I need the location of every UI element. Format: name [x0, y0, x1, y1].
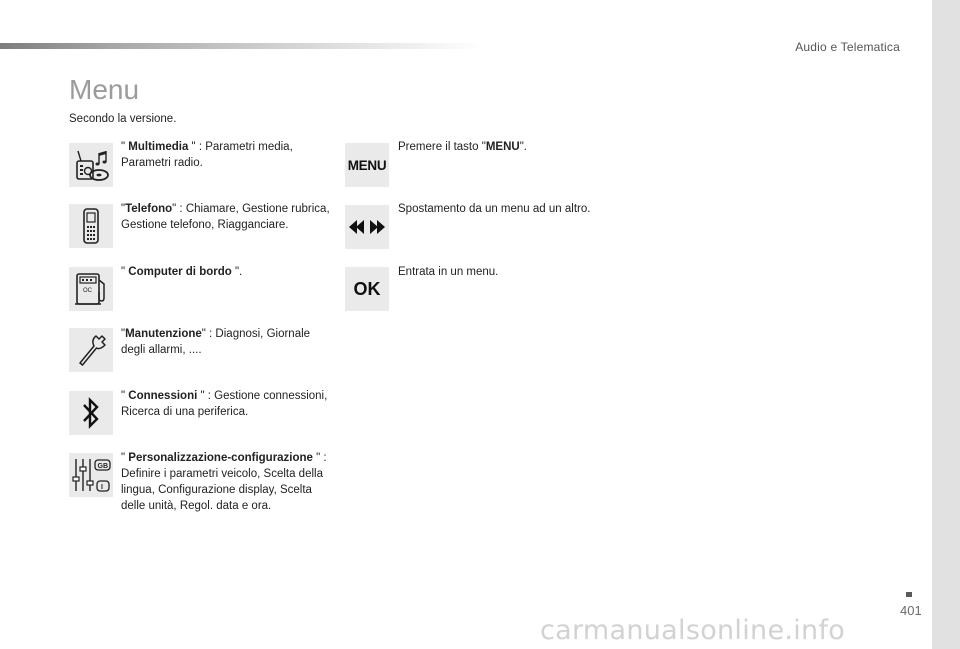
menu-item-manutenzione: "Manutenzione" : Diagnosi, Giornale degli allarmi, .... — [121, 328, 311, 356]
page-number: 401 — [900, 603, 922, 618]
ok-key-icon — [345, 267, 389, 311]
settings-sliders-icon — [69, 453, 113, 497]
ok-key-label: OK — [353, 278, 381, 299]
menu-item-multimedia: " Multimedia " : Parametri media, Parametri radio. — [121, 141, 293, 169]
arrows-key-icon — [345, 205, 389, 249]
menu-item-personalizzazione: " Personalizzazione-configurazione " : Definire i parametri veicolo, Scelta della lingua, Configurazione display, Scelta delle unità, Regol. data e ora. — [121, 452, 327, 512]
menu-item-name: Manutenzione — [125, 328, 202, 340]
intro-text: Secondo la versione. — [69, 113, 177, 125]
language-i-label: I — [101, 484, 103, 491]
menu-item-name: Connessioni — [128, 390, 198, 402]
page-title: Menu — [69, 74, 140, 105]
trip-computer-icon — [69, 267, 113, 311]
menu-item-name: Personalizzazione-configurazione — [128, 452, 313, 464]
key-text-ok: Entrata in un menu. — [398, 266, 499, 278]
section-title: Audio e Telematica — [795, 40, 900, 54]
watermark: carmanualsonline.info — [540, 615, 846, 646]
menu-item-name: Computer di bordo — [128, 266, 232, 278]
menu-item-telefono: "Telefono" : Chiamare, Gestione rubrica, Gestione telefono, Riagganciare. — [121, 203, 330, 231]
bluetooth-icon — [69, 391, 113, 435]
language-gb-label: GB — [97, 463, 108, 470]
menu-key-icon — [345, 143, 389, 187]
phone-icon — [69, 204, 113, 248]
menu-item-name: Telefono — [125, 203, 173, 215]
side-strip — [932, 0, 960, 649]
multimedia-icon — [69, 143, 113, 187]
menu-item-connessioni: " Connessioni " : Gestione connessioni, Ricerca di una periferica. — [121, 390, 328, 418]
key-text-arrows: Spostamento da un menu ad un altro. — [398, 203, 591, 215]
wrench-icon — [69, 328, 113, 372]
page-marker — [906, 592, 912, 597]
menu-item-computer-di-bordo: " Computer di bordo ". — [121, 266, 243, 278]
trip-computer-oc-label: OC — [83, 288, 92, 294]
key-text-menu: Premere il tasto "MENU". — [398, 141, 527, 153]
menu-key-label: MENU — [347, 157, 387, 173]
header-gradient-bar — [0, 43, 480, 49]
menu-item-name: Multimedia — [128, 141, 189, 153]
